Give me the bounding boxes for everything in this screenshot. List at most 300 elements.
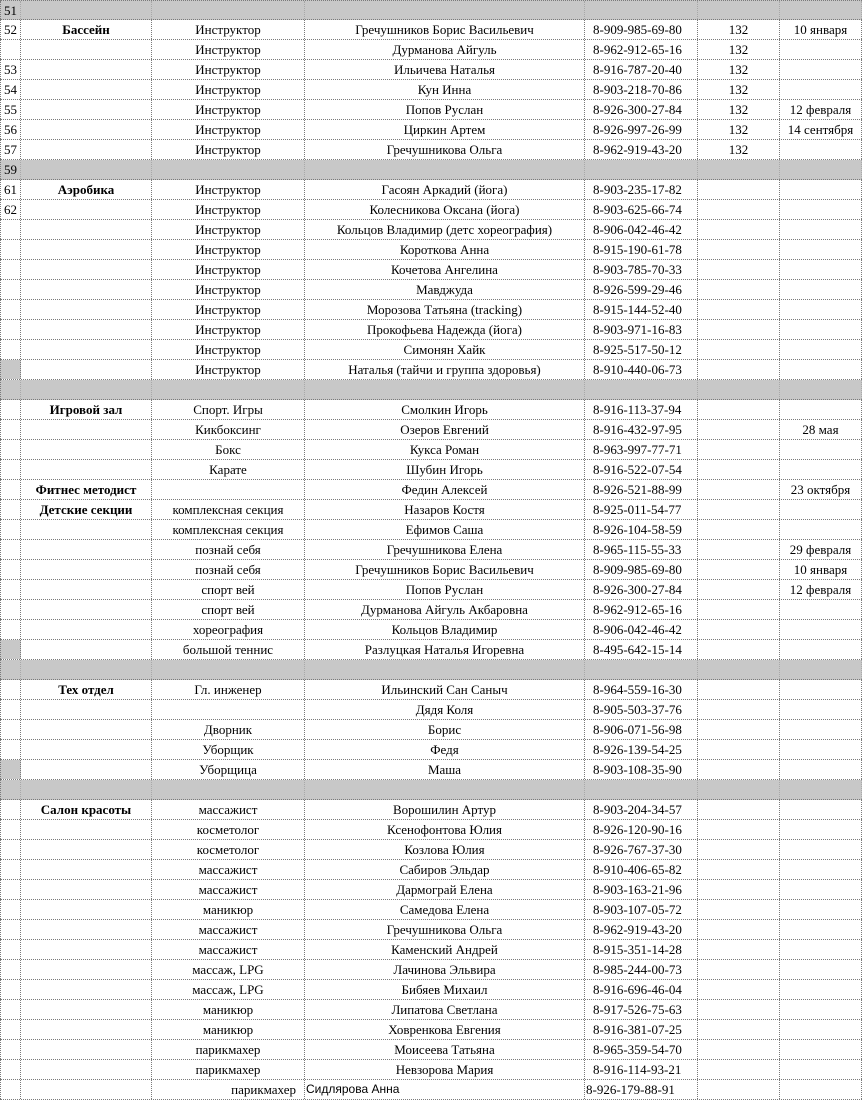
section-cell[interactable] bbox=[21, 300, 152, 319]
name-cell[interactable]: Колесникова Оксана (йога) bbox=[305, 200, 585, 219]
room-cell[interactable] bbox=[698, 840, 780, 859]
row-number-cell[interactable]: 55 bbox=[0, 100, 21, 119]
section-cell[interactable] bbox=[21, 920, 152, 939]
date-cell[interactable] bbox=[780, 60, 862, 79]
room-cell[interactable] bbox=[698, 160, 780, 179]
section-cell[interactable] bbox=[21, 580, 152, 599]
room-cell[interactable] bbox=[698, 180, 780, 199]
phone-cell[interactable]: 8-926-300-27-84 bbox=[585, 100, 698, 119]
room-cell[interactable] bbox=[698, 700, 780, 719]
role-cell[interactable]: комплексная секция bbox=[152, 520, 305, 539]
section-cell[interactable] bbox=[21, 900, 152, 919]
name-cell[interactable]: Федин Алексей bbox=[305, 480, 585, 499]
name-cell[interactable] bbox=[305, 1, 585, 19]
section-cell[interactable] bbox=[21, 160, 152, 179]
date-cell[interactable]: 10 января bbox=[780, 560, 862, 579]
room-cell[interactable] bbox=[698, 900, 780, 919]
role-cell[interactable] bbox=[152, 700, 305, 719]
role-cell[interactable]: спорт вей bbox=[152, 580, 305, 599]
name-cell[interactable]: Гречушников Борис Васильевич bbox=[305, 560, 585, 579]
name-cell[interactable]: Дурманова Айгуль bbox=[305, 40, 585, 59]
date-cell[interactable] bbox=[780, 40, 862, 59]
name-cell[interactable]: Смолкин Игорь bbox=[305, 400, 585, 419]
date-cell[interactable] bbox=[780, 1060, 862, 1079]
section-cell[interactable] bbox=[21, 1040, 152, 1059]
role-cell[interactable]: массаж, LPG bbox=[152, 960, 305, 979]
section-cell[interactable] bbox=[21, 320, 152, 339]
name-cell[interactable]: Лачинова Эльвира bbox=[305, 960, 585, 979]
room-cell[interactable] bbox=[698, 1000, 780, 1019]
row-number-cell[interactable] bbox=[0, 300, 21, 319]
section-cell[interactable] bbox=[21, 440, 152, 459]
name-cell[interactable]: Липатова Светлана bbox=[305, 1000, 585, 1019]
name-cell[interactable]: Козлова Юлия bbox=[305, 840, 585, 859]
date-cell[interactable] bbox=[780, 80, 862, 99]
role-cell[interactable]: маникюр bbox=[152, 900, 305, 919]
room-cell[interactable] bbox=[698, 540, 780, 559]
section-cell[interactable] bbox=[21, 740, 152, 759]
row-number-cell[interactable] bbox=[0, 700, 21, 719]
phone-cell[interactable] bbox=[585, 660, 698, 679]
name-cell[interactable]: Шубин Игорь bbox=[305, 460, 585, 479]
room-cell[interactable] bbox=[698, 720, 780, 739]
phone-cell[interactable]: 8-906-042-46-42 bbox=[585, 620, 698, 639]
date-cell[interactable]: 29 февраля bbox=[780, 540, 862, 559]
role-cell[interactable]: парикмахер bbox=[152, 1060, 305, 1079]
date-cell[interactable] bbox=[780, 520, 862, 539]
phone-cell[interactable]: 8-962-912-65-16 bbox=[585, 40, 698, 59]
date-cell[interactable] bbox=[780, 980, 862, 999]
name-cell[interactable]: Федя bbox=[305, 740, 585, 759]
section-cell[interactable] bbox=[21, 880, 152, 899]
room-cell[interactable]: 132 bbox=[698, 120, 780, 139]
phone-cell[interactable]: 8-917-526-75-63 bbox=[585, 1000, 698, 1019]
role-cell[interactable]: массажист bbox=[152, 800, 305, 819]
room-cell[interactable] bbox=[698, 1, 780, 19]
room-cell[interactable] bbox=[698, 280, 780, 299]
date-cell[interactable] bbox=[780, 220, 862, 239]
section-cell[interactable] bbox=[21, 960, 152, 979]
name-cell[interactable] bbox=[305, 660, 585, 679]
room-cell[interactable] bbox=[698, 800, 780, 819]
room-cell[interactable] bbox=[698, 880, 780, 899]
date-cell[interactable] bbox=[780, 800, 862, 819]
room-cell[interactable] bbox=[698, 260, 780, 279]
room-cell[interactable] bbox=[698, 1060, 780, 1079]
role-cell[interactable]: Инструктор bbox=[152, 40, 305, 59]
phone-cell[interactable]: 8-915-144-52-40 bbox=[585, 300, 698, 319]
role-cell[interactable]: Уборщица bbox=[152, 760, 305, 779]
section-cell[interactable] bbox=[21, 600, 152, 619]
phone-cell[interactable]: 8-916-113-37-94 bbox=[585, 400, 698, 419]
name-cell[interactable]: Борис bbox=[305, 720, 585, 739]
room-cell[interactable] bbox=[698, 580, 780, 599]
phone-cell[interactable]: 8-910-406-65-82 bbox=[585, 860, 698, 879]
row-number-cell[interactable] bbox=[0, 380, 21, 399]
role-cell[interactable]: Уборщик bbox=[152, 740, 305, 759]
row-number-cell[interactable] bbox=[0, 800, 21, 819]
section-cell[interactable] bbox=[21, 560, 152, 579]
role-cell[interactable]: Карате bbox=[152, 460, 305, 479]
row-number-cell[interactable] bbox=[0, 880, 21, 899]
room-cell[interactable] bbox=[698, 920, 780, 939]
role-cell[interactable]: Инструктор bbox=[152, 320, 305, 339]
phone-cell[interactable]: 8-965-359-54-70 bbox=[585, 1040, 698, 1059]
row-number-cell[interactable] bbox=[0, 420, 21, 439]
phone-cell[interactable]: 8-903-108-35-90 bbox=[585, 760, 698, 779]
section-cell[interactable] bbox=[21, 420, 152, 439]
date-cell[interactable]: 12 февраля bbox=[780, 100, 862, 119]
date-cell[interactable] bbox=[780, 620, 862, 639]
role-cell[interactable] bbox=[152, 1, 305, 19]
date-cell[interactable] bbox=[780, 200, 862, 219]
row-number-cell[interactable]: 62 bbox=[0, 200, 21, 219]
phone-cell[interactable]: 8-963-997-77-71 bbox=[585, 440, 698, 459]
row-number-cell[interactable] bbox=[0, 1040, 21, 1059]
phone-cell[interactable]: 8-903-218-70-86 bbox=[585, 80, 698, 99]
phone-cell[interactable]: 8-906-071-56-98 bbox=[585, 720, 698, 739]
date-cell[interactable] bbox=[780, 1040, 862, 1059]
room-cell[interactable] bbox=[698, 340, 780, 359]
row-number-cell[interactable]: 51 bbox=[0, 1, 21, 19]
name-cell[interactable]: Ксенофонтова Юлия bbox=[305, 820, 585, 839]
phone-cell[interactable]: 8-962-912-65-16 bbox=[585, 600, 698, 619]
row-number-cell[interactable] bbox=[0, 340, 21, 359]
name-cell[interactable] bbox=[305, 780, 585, 799]
room-cell[interactable] bbox=[698, 220, 780, 239]
section-cell[interactable] bbox=[21, 260, 152, 279]
role-cell[interactable]: Инструктор bbox=[152, 360, 305, 379]
room-cell[interactable] bbox=[698, 680, 780, 699]
role-cell[interactable]: спорт вей bbox=[152, 600, 305, 619]
row-number-cell[interactable]: 59 bbox=[0, 160, 21, 179]
section-cell[interactable] bbox=[21, 940, 152, 959]
role-cell[interactable] bbox=[152, 780, 305, 799]
date-cell[interactable] bbox=[780, 820, 862, 839]
row-number-cell[interactable] bbox=[0, 360, 21, 379]
room-cell[interactable] bbox=[698, 780, 780, 799]
section-cell[interactable]: Фитнес методист bbox=[21, 480, 152, 499]
name-cell[interactable]: Мавджуда bbox=[305, 280, 585, 299]
room-cell[interactable] bbox=[698, 380, 780, 399]
date-cell[interactable] bbox=[780, 1, 862, 19]
role-cell[interactable]: парикмахер bbox=[152, 1080, 305, 1099]
name-cell[interactable]: Каменский Андрей bbox=[305, 940, 585, 959]
role-cell[interactable]: парикмахер bbox=[152, 1040, 305, 1059]
role-cell[interactable]: познай себя bbox=[152, 560, 305, 579]
room-cell[interactable] bbox=[698, 1040, 780, 1059]
row-number-cell[interactable] bbox=[0, 960, 21, 979]
section-cell[interactable]: Игровой зал bbox=[21, 400, 152, 419]
row-number-cell[interactable] bbox=[0, 1000, 21, 1019]
phone-cell[interactable]: 8-962-919-43-20 bbox=[585, 920, 698, 939]
role-cell[interactable] bbox=[152, 160, 305, 179]
date-cell[interactable] bbox=[780, 840, 862, 859]
phone-cell[interactable]: 8-909-985-69-80 bbox=[585, 560, 698, 579]
name-cell[interactable]: Симонян Хайк bbox=[305, 340, 585, 359]
name-cell[interactable]: Гасоян Аркадий (йога) bbox=[305, 180, 585, 199]
room-cell[interactable]: 132 bbox=[698, 140, 780, 159]
room-cell[interactable] bbox=[698, 300, 780, 319]
phone-cell[interactable]: 8-926-997-26-99 bbox=[585, 120, 698, 139]
phone-cell[interactable]: 8-965-115-55-33 bbox=[585, 540, 698, 559]
row-number-cell[interactable] bbox=[0, 640, 21, 659]
date-cell[interactable] bbox=[780, 960, 862, 979]
name-cell[interactable]: Дядя Коля bbox=[305, 700, 585, 719]
room-cell[interactable] bbox=[698, 320, 780, 339]
phone-cell[interactable]: 8-916-432-97-95 bbox=[585, 420, 698, 439]
name-cell[interactable]: Попов Руслан bbox=[305, 580, 585, 599]
role-cell[interactable]: массажист bbox=[152, 860, 305, 879]
phone-cell[interactable]: 8-916-381-07-25 bbox=[585, 1020, 698, 1039]
name-cell[interactable]: Гречушникова Ольга bbox=[305, 140, 585, 159]
section-cell[interactable] bbox=[21, 40, 152, 59]
phone-cell[interactable] bbox=[585, 780, 698, 799]
row-number-cell[interactable] bbox=[0, 620, 21, 639]
phone-cell[interactable]: 8-925-517-50-12 bbox=[585, 340, 698, 359]
row-number-cell[interactable] bbox=[0, 780, 21, 799]
phone-cell[interactable]: 8-915-190-61-78 bbox=[585, 240, 698, 259]
name-cell[interactable]: Попов Руслан bbox=[305, 100, 585, 119]
role-cell[interactable]: Инструктор bbox=[152, 300, 305, 319]
room-cell[interactable] bbox=[698, 200, 780, 219]
room-cell[interactable]: 132 bbox=[698, 60, 780, 79]
date-cell[interactable] bbox=[780, 160, 862, 179]
name-cell[interactable]: Разлуцкая Наталья Игоревна bbox=[305, 640, 585, 659]
role-cell[interactable]: массаж, LPG bbox=[152, 980, 305, 999]
phone-cell[interactable]: 8-903-107-05-72 bbox=[585, 900, 698, 919]
row-number-cell[interactable] bbox=[0, 500, 21, 519]
section-cell[interactable] bbox=[21, 840, 152, 859]
phone-cell[interactable]: 8-903-235-17-82 bbox=[585, 180, 698, 199]
phone-cell[interactable]: 8-916-114-93-21 bbox=[585, 1060, 698, 1079]
name-cell[interactable]: Прокофьева Надежда (йога) bbox=[305, 320, 585, 339]
row-number-cell[interactable] bbox=[0, 980, 21, 999]
phone-cell[interactable]: 8-926-767-37-30 bbox=[585, 840, 698, 859]
name-cell[interactable]: Циркин Артем bbox=[305, 120, 585, 139]
name-cell[interactable]: Морозова Татьяна (tracking) bbox=[305, 300, 585, 319]
row-number-cell[interactable]: 61 bbox=[0, 180, 21, 199]
room-cell[interactable] bbox=[698, 740, 780, 759]
section-cell[interactable] bbox=[21, 620, 152, 639]
phone-cell[interactable] bbox=[585, 160, 698, 179]
row-number-cell[interactable] bbox=[0, 860, 21, 879]
date-cell[interactable] bbox=[780, 440, 862, 459]
phone-cell[interactable]: 8-903-785-70-33 bbox=[585, 260, 698, 279]
name-cell[interactable]: Кукса Роман bbox=[305, 440, 585, 459]
role-cell[interactable]: познай себя bbox=[152, 540, 305, 559]
role-cell[interactable] bbox=[152, 380, 305, 399]
row-number-cell[interactable] bbox=[0, 480, 21, 499]
name-cell[interactable]: Кольцов Владимир (детс хореография) bbox=[305, 220, 585, 239]
section-cell[interactable] bbox=[21, 700, 152, 719]
role-cell[interactable]: Инструктор bbox=[152, 80, 305, 99]
role-cell[interactable]: Бокс bbox=[152, 440, 305, 459]
section-cell[interactable] bbox=[21, 200, 152, 219]
phone-cell[interactable] bbox=[585, 380, 698, 399]
phone-cell[interactable]: 8-926-139-54-25 bbox=[585, 740, 698, 759]
role-cell[interactable]: Дворник bbox=[152, 720, 305, 739]
section-cell[interactable]: Детские секции bbox=[21, 500, 152, 519]
row-number-cell[interactable]: 53 bbox=[0, 60, 21, 79]
room-cell[interactable] bbox=[698, 820, 780, 839]
name-cell[interactable]: Ворошилин Артур bbox=[305, 800, 585, 819]
section-cell[interactable] bbox=[21, 360, 152, 379]
date-cell[interactable] bbox=[780, 460, 862, 479]
section-cell[interactable] bbox=[21, 1020, 152, 1039]
phone-cell[interactable]: 8-910-440-06-73 bbox=[585, 360, 698, 379]
name-cell[interactable]: Дармограй Елена bbox=[305, 880, 585, 899]
room-cell[interactable] bbox=[698, 560, 780, 579]
section-cell[interactable] bbox=[21, 860, 152, 879]
room-cell[interactable] bbox=[698, 400, 780, 419]
row-number-cell[interactable] bbox=[0, 900, 21, 919]
role-cell[interactable]: Инструктор bbox=[152, 260, 305, 279]
name-cell[interactable]: Ильичева Наталья bbox=[305, 60, 585, 79]
name-cell[interactable]: Наталья (тайчи и группа здоровья) bbox=[305, 360, 585, 379]
role-cell[interactable]: Инструктор bbox=[152, 60, 305, 79]
room-cell[interactable] bbox=[698, 940, 780, 959]
section-cell[interactable] bbox=[21, 980, 152, 999]
role-cell[interactable]: маникюр bbox=[152, 1000, 305, 1019]
room-cell[interactable] bbox=[698, 420, 780, 439]
name-cell[interactable]: Кольцов Владимир bbox=[305, 620, 585, 639]
phone-cell[interactable]: 8-962-919-43-20 bbox=[585, 140, 698, 159]
room-cell[interactable] bbox=[698, 460, 780, 479]
date-cell[interactable] bbox=[780, 240, 862, 259]
room-cell[interactable] bbox=[698, 980, 780, 999]
name-cell[interactable]: Бибяев Михаил bbox=[305, 980, 585, 999]
row-number-cell[interactable]: 54 bbox=[0, 80, 21, 99]
row-number-cell[interactable] bbox=[0, 280, 21, 299]
role-cell[interactable]: Инструктор bbox=[152, 220, 305, 239]
name-cell[interactable]: Гречушникова Ольга bbox=[305, 920, 585, 939]
section-cell[interactable] bbox=[21, 520, 152, 539]
row-number-cell[interactable] bbox=[0, 940, 21, 959]
role-cell[interactable] bbox=[152, 480, 305, 499]
room-cell[interactable]: 132 bbox=[698, 80, 780, 99]
phone-cell[interactable]: 8-903-971-16-83 bbox=[585, 320, 698, 339]
role-cell[interactable]: комплексная секция bbox=[152, 500, 305, 519]
room-cell[interactable]: 132 bbox=[698, 20, 780, 39]
date-cell[interactable] bbox=[780, 880, 862, 899]
role-cell[interactable]: Инструктор bbox=[152, 120, 305, 139]
section-cell[interactable] bbox=[21, 140, 152, 159]
role-cell[interactable]: Инструктор bbox=[152, 20, 305, 39]
date-cell[interactable] bbox=[780, 640, 862, 659]
name-cell[interactable]: Кочетова Ангелина bbox=[305, 260, 585, 279]
section-cell[interactable] bbox=[21, 460, 152, 479]
row-number-cell[interactable] bbox=[0, 400, 21, 419]
role-cell[interactable]: Кикбоксинг bbox=[152, 420, 305, 439]
row-number-cell[interactable] bbox=[0, 740, 21, 759]
name-cell[interactable]: Невзорова Мария bbox=[305, 1060, 585, 1079]
date-cell[interactable] bbox=[780, 400, 862, 419]
room-cell[interactable] bbox=[698, 500, 780, 519]
phone-cell[interactable]: 8-926-120-90-16 bbox=[585, 820, 698, 839]
phone-cell[interactable]: 8-905-503-37-76 bbox=[585, 700, 698, 719]
name-cell[interactable]: Гречушников Борис Васильевич bbox=[305, 20, 585, 39]
row-number-cell[interactable] bbox=[0, 540, 21, 559]
name-cell[interactable]: Сабиров Эльдар bbox=[305, 860, 585, 879]
date-cell[interactable] bbox=[780, 900, 862, 919]
phone-cell[interactable]: 8-964-559-16-30 bbox=[585, 680, 698, 699]
role-cell[interactable]: Инструктор bbox=[152, 100, 305, 119]
phone-cell[interactable]: 8-906-042-46-42 bbox=[585, 220, 698, 239]
room-cell[interactable] bbox=[698, 760, 780, 779]
date-cell[interactable] bbox=[780, 940, 862, 959]
name-cell[interactable]: Короткова Анна bbox=[305, 240, 585, 259]
name-cell[interactable] bbox=[305, 160, 585, 179]
section-cell[interactable] bbox=[21, 100, 152, 119]
date-cell[interactable] bbox=[780, 340, 862, 359]
section-cell[interactable] bbox=[21, 80, 152, 99]
date-cell[interactable] bbox=[780, 300, 862, 319]
section-cell[interactable] bbox=[21, 60, 152, 79]
date-cell[interactable] bbox=[780, 600, 862, 619]
role-cell[interactable]: большой теннис bbox=[152, 640, 305, 659]
name-cell[interactable]: Ефимов Саша bbox=[305, 520, 585, 539]
section-cell[interactable] bbox=[21, 1060, 152, 1079]
role-cell[interactable]: массажист bbox=[152, 920, 305, 939]
row-number-cell[interactable] bbox=[0, 460, 21, 479]
date-cell[interactable]: 12 февраля bbox=[780, 580, 862, 599]
role-cell[interactable]: маникюр bbox=[152, 1020, 305, 1039]
role-cell[interactable]: Гл. инженер bbox=[152, 680, 305, 699]
date-cell[interactable]: 28 мая bbox=[780, 420, 862, 439]
date-cell[interactable] bbox=[780, 700, 862, 719]
date-cell[interactable] bbox=[780, 720, 862, 739]
date-cell[interactable] bbox=[780, 320, 862, 339]
date-cell[interactable] bbox=[780, 260, 862, 279]
row-number-cell[interactable] bbox=[0, 840, 21, 859]
room-cell[interactable] bbox=[698, 1080, 780, 1099]
row-number-cell[interactable] bbox=[0, 760, 21, 779]
room-cell[interactable]: 132 bbox=[698, 100, 780, 119]
section-cell[interactable] bbox=[21, 760, 152, 779]
section-cell[interactable] bbox=[21, 340, 152, 359]
room-cell[interactable]: 132 bbox=[698, 40, 780, 59]
role-cell[interactable]: Спорт. Игры bbox=[152, 400, 305, 419]
room-cell[interactable] bbox=[698, 520, 780, 539]
row-number-cell[interactable] bbox=[0, 820, 21, 839]
name-cell[interactable]: Моисеева Татьяна bbox=[305, 1040, 585, 1059]
phone-cell[interactable]: 8-495-642-15-14 bbox=[585, 640, 698, 659]
date-cell[interactable] bbox=[780, 860, 862, 879]
name-cell[interactable]: Гречушникова Елена bbox=[305, 540, 585, 559]
role-cell[interactable]: массажист bbox=[152, 940, 305, 959]
date-cell[interactable]: 10 января bbox=[780, 20, 862, 39]
date-cell[interactable] bbox=[780, 360, 862, 379]
date-cell[interactable] bbox=[780, 780, 862, 799]
section-cell[interactable]: Салон красоты bbox=[21, 800, 152, 819]
row-number-cell[interactable] bbox=[0, 320, 21, 339]
name-cell[interactable]: Ховренкова Евгения bbox=[305, 1020, 585, 1039]
section-cell[interactable] bbox=[21, 1, 152, 19]
row-number-cell[interactable] bbox=[0, 1060, 21, 1079]
room-cell[interactable] bbox=[698, 600, 780, 619]
phone-cell[interactable]: 8-926-104-58-59 bbox=[585, 520, 698, 539]
role-cell[interactable]: Инструктор bbox=[152, 240, 305, 259]
row-number-cell[interactable]: 56 bbox=[0, 120, 21, 139]
role-cell[interactable]: Инструктор bbox=[152, 340, 305, 359]
section-cell[interactable] bbox=[21, 780, 152, 799]
role-cell[interactable]: Инструктор bbox=[152, 280, 305, 299]
name-cell[interactable]: Ильинский Сан Саныч bbox=[305, 680, 585, 699]
row-number-cell[interactable]: 52 bbox=[0, 20, 21, 39]
phone-cell[interactable]: 8-909-985-69-80 bbox=[585, 20, 698, 39]
phone-cell[interactable]: 8-916-522-07-54 bbox=[585, 460, 698, 479]
